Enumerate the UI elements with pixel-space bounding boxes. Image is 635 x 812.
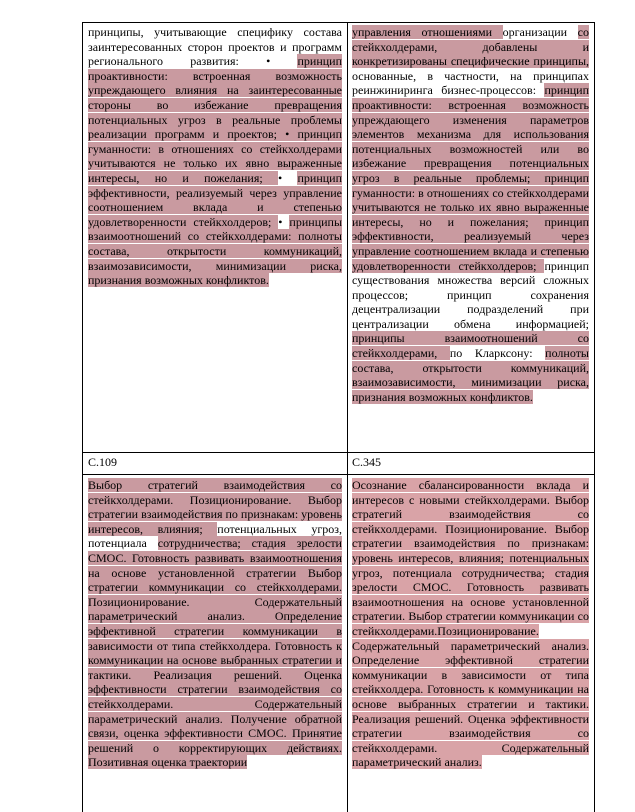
row1-right-seg-4: принцип проактивности: встроенная возможность упреждающего изменения параметров элементов механизма для использования потенциальных возможностей или во избежание превращения потенциальных угроз в реальные проблемы;: [352, 83, 589, 185]
row1-left-seg-0: принципы, учитывающие специфику состава заинтересованных сторон проектов и программ регионального развития: •: [88, 25, 342, 69]
row1-right-seg-3: основанные, в частности, на принципах реинжиниринга бизнес-процессов:: [352, 68, 589, 98]
row3-left-seg-4: Позиционирование. Содержательный параметрический анализ. Определение эффективной стратегии коммуникации в зависимости от типа стейкхолдера. Готовность к коммуникации на основе выбранных стратегии и тактики. Реализация решений. Оценка эффективности стратегии взаимодействия со стейкхолдерами. Содержательный параметрический анализ. Получение обратной связи, оценка эффективности СМОС. Принятие решений о корректирующих действиях.: [88, 594, 342, 755]
row3-left-seg-5: Позитивная оценка траектории: [88, 755, 248, 770]
table-border-left: [82, 22, 83, 812]
table-border-right: [594, 22, 595, 812]
row1-right-seg-1: организации: [502, 25, 578, 39]
table-border-top: [82, 22, 595, 23]
row1-left-text: [88, 25, 342, 449]
row-divider-1: [82, 452, 595, 453]
row1-right-text: [352, 25, 589, 449]
row1-left-seg-4: •: [278, 214, 290, 229]
row3-right-text: [352, 478, 589, 810]
row1-left-seg-1: принцип проактивности: встроенная возможность упреждающего влияния на заинтересованные стороны во избежание превращения потенциальных угроз в реальные проблемы реализации программ и проектов; • принцип гуманности: в отношениях со стейкхолдерами учитываются не только их явно выраженные интересы, но и пожелания;: [88, 54, 342, 185]
comparison-table: [82, 22, 595, 812]
row3-left-seg-0: Выбор стратегий взаимодействия со стейкхолдерами. Позиционирование. Выбор стратегии взаимодействия по признакам: уровень интересов, влияния;: [88, 478, 342, 536]
row1-right-seg-9: полноты состава, открытости коммуникаций, взаимозависимости, минимизации риска, признания возможных конфликтов.: [352, 346, 589, 404]
row-divider-2: [82, 474, 595, 475]
row1-right-seg-8: по Кларксону:: [449, 346, 546, 361]
citation-right: С.345: [352, 455, 382, 469]
row3-left-seg-1: потенциальных угроз, потенциала: [88, 521, 342, 551]
row1-left-seg-3: принцип эффективности, реализуемый через управление соотношением вклада и степенью удовлетворенности стейкхолдеров;: [88, 170, 342, 229]
row1-right-seg-0: управления отношениями: [352, 25, 503, 39]
row1-left-seg-2: •: [277, 170, 298, 185]
row3-left-seg-2: сотрудничества; стадия зрелости СМОС. Готовность развивать взаимоотношения на основе установленной стратегии Выбор стратегии: [88, 536, 342, 595]
row1-left-seg-5: принципы взаимоотношений со стейкхолдерами: полноты состава, открытости коммуникаций, взаимозависимости, минимизации риска, признания возможных конфликтов.: [88, 214, 342, 288]
row1-right-seg-7: принципы взаимоотношений со стейкхолдерами,: [352, 331, 589, 361]
table-border-middle: [347, 22, 348, 812]
citation-left: С.109: [88, 455, 118, 469]
row1-right-seg-5: принцип гуманности: в отношениях со стейкхолдерами учитываются не только их явно выраженные интересы, но и пожелания; принцип эффективности, реализуемый через управление соотношением вклада и степенью удовлетворенности стейкхолдеров;: [352, 170, 589, 273]
row3-right-seg-0: Осознание сбалансированности вклада и интересов с новыми стейкхолдерами. Выбор стратегий взаимодействия со стейкхолдерами. Позиционирование. Выбор стратегии взаимодействия по признакам: уровень интересов, влияния; потенциальных угроз, потенциала сотрудничества; стадия зрелости СМОС. Готовность развивать взаимоотношения на основе установленной стратегии. Выбор стратегии коммуникации со стейкхолдерами.Позиционирование. Содержательный параметрический анализ. Определение эффективной стратегии коммуникации в зависимости от типа стейкхолдера. Готовность к коммуникации на основе выбранных стратегии и тактики. Реализация решений. Оценка эффективности стратегии взаимодействия со стейкхолдерами. Содержательный параметрический анализ.: [352, 478, 589, 770]
row3-left-text: [88, 478, 342, 810]
row1-right-seg-6: принцип существования множества версий сложных процессов; принцип сохранения децентрализации подразделений при централизации обмена информацией;: [352, 258, 589, 331]
row3-left-seg-3: коммуникации со стейкхолдерами.: [148, 580, 342, 595]
row1-right-seg-2: со стейкхолдерами, добавлены и конкретизированы специфические принципы,: [352, 25, 589, 69]
